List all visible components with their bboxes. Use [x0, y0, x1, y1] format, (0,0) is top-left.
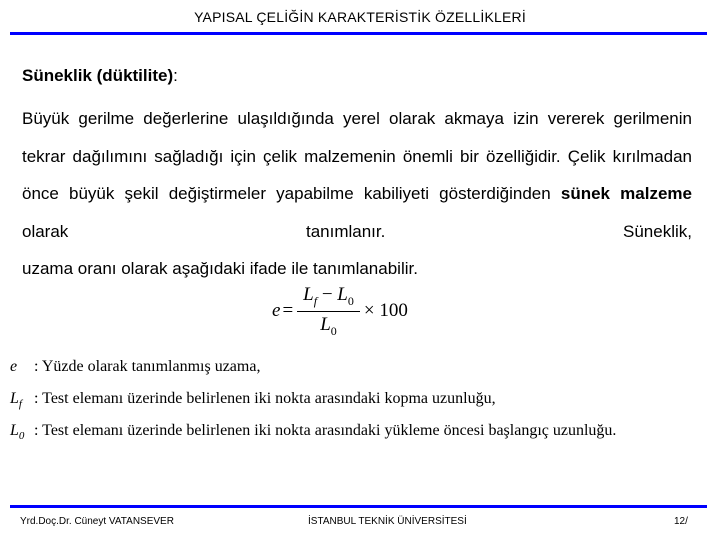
footer-divider: [10, 505, 707, 508]
footer-institution: İSTANBUL TEKNİK ÜNİVERSİTESİ: [308, 516, 467, 527]
definition-text: Test elemanı üzerinde belirlenen iki nokta arasındaki yükleme öncesi başlangıç uzunluğu.: [38, 422, 617, 439]
definition-l0: [10, 418, 715, 450]
num-sub-f: f: [313, 293, 318, 308]
footer-author: Yrd.Doç.Dr. Cüneyt VATANSEVER: [20, 516, 174, 527]
equation-lhs: e: [272, 300, 281, 322]
paragraph-main: [22, 100, 692, 250]
num-minus: −: [321, 284, 333, 305]
den-symbol-L: L: [320, 313, 331, 335]
definition-lf: [10, 386, 715, 418]
definition-text: Test elemanı üzerinde belirlenen iki nokta arasındaki kopma uzunluğu,: [38, 390, 496, 407]
section-heading-text: Süneklik (düktilite): [22, 66, 174, 85]
definition-symbol: $L_0$: [10, 422, 25, 443]
paragraph-text-1: Büyük gerilme değerlerine ulaşıldığında yerel olarak akmaya izin vererek gerilmenin tekrar dağılımını sağladığı için çelik malzemenin önemli bir özelliğidir. Çelik kırılmadan önce büyük şekil değiştirmeler yapabilme kabiliyeti gösterdiğinden: [22, 109, 692, 203]
equation-times-100: × 100: [363, 300, 408, 322]
elongation-equation: [272, 284, 408, 339]
num-symbol-L: L: [303, 284, 314, 305]
definition-symbol: $L_f$: [10, 390, 22, 411]
body-paragraph: [22, 100, 692, 288]
num-symbol-L0: L: [337, 284, 348, 305]
definition-text: Yüzde olarak tanımlanmış uzama,: [38, 358, 261, 375]
equation-equals: =: [282, 300, 294, 322]
definition-separator: :: [30, 422, 39, 439]
footer-page-number: 12/: [674, 516, 688, 527]
paragraph-last-line: uzama oranı olarak aşağıdaki ifade ile tanımlanabilir.: [22, 259, 418, 278]
definition-symbol: e: [10, 358, 18, 375]
paragraph-text-2: olarak tanımlanır. Süneklik,: [22, 221, 692, 241]
header-divider: [10, 32, 707, 35]
den-sub-0: 0: [330, 323, 337, 338]
section-heading-colon: :: [173, 66, 178, 85]
definitions-list: [10, 354, 715, 450]
slide-title: YAPISAL ÇELİĞİN KARAKTERİSTİK ÖZELLİKLERİ: [194, 9, 526, 25]
definition-separator: :: [30, 390, 39, 407]
section-heading: [22, 66, 178, 86]
equation-numerator: [297, 284, 360, 312]
paragraph-bold-term: sünek malzeme: [560, 184, 692, 203]
equation-fraction: [297, 284, 360, 339]
definition-e: [10, 354, 715, 386]
definition-separator: :: [30, 358, 39, 375]
num-sub-0: 0: [347, 293, 354, 308]
equation-denominator: [320, 312, 337, 339]
